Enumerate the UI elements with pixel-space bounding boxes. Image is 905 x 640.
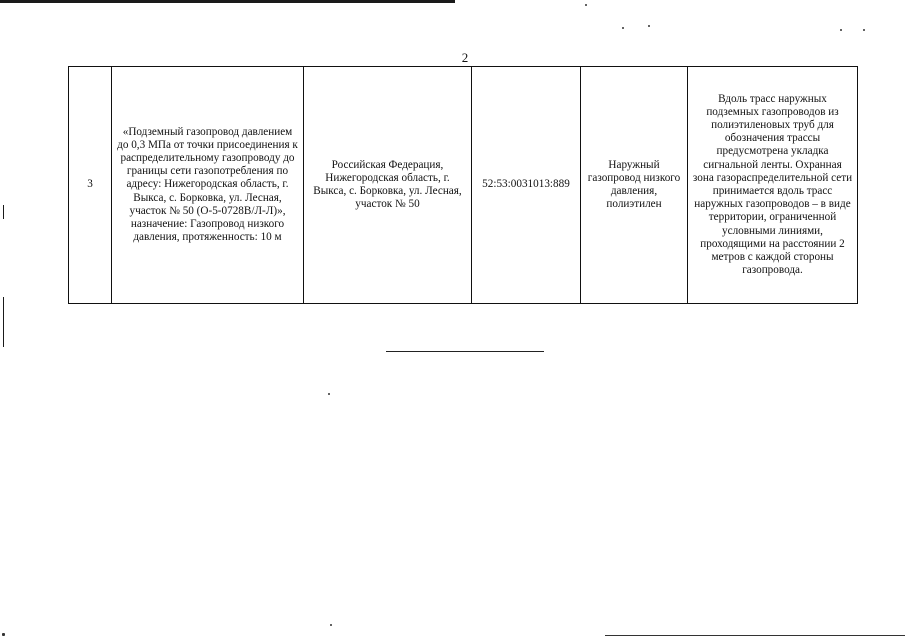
object-type-cell: Наружный газопровод низкого давления, полиэтилен: [581, 67, 688, 304]
row-number-cell: 3: [69, 67, 112, 304]
scan-speck: [840, 29, 842, 31]
footer-rule: [605, 635, 905, 636]
scan-edge-top: [0, 0, 455, 3]
end-of-document-line: [386, 351, 544, 352]
scan-speck: [2, 633, 5, 636]
address-cell: Российская Федерация, Нижегородская область, г. Выкса, с. Борковка, ул. Лесная, участок № 50: [304, 67, 472, 304]
object-name-cell: «Подземный газопровод давлением до 0,3 МПа от точки присоединения к распределительному газопроводу до границы сети газопотребления по адресу: Нижегородская область, г. Выкса, с. Борковка, ул. Лесная, участок № 50 (О-5-0728В/Л-Л)», назначение: Газопровод низкого давления, протяженность: 10 м: [112, 67, 304, 304]
scan-speck: [648, 25, 650, 27]
scan-edge-left-lower: [3, 297, 4, 347]
scan-speck: [622, 27, 624, 29]
scan-speck: [330, 624, 332, 626]
scan-speck: [863, 29, 865, 31]
scan-speck: [328, 393, 330, 395]
table-row: [69, 67, 858, 304]
cadastral-number-cell: 52:53:0031013:889: [472, 67, 581, 304]
protection-zone-note-cell: Вдоль трасс наружных подземных газопроводов из полиэтиленовых труб для обозначения трассы предусмотрена укладка сигнальной ленты. Охранная зона газораспределительной сети принимается вдоль трасс наружных газопроводов – в виде территории, ограниченной условными линиями, проходящими на расстоянии 2 метров с каждой стороны газопровода.: [688, 67, 858, 304]
page-number: 2: [461, 50, 469, 65]
scan-edge-left-upper: [3, 205, 4, 219]
scan-speck: [585, 4, 587, 6]
easement-table: [68, 66, 858, 304]
